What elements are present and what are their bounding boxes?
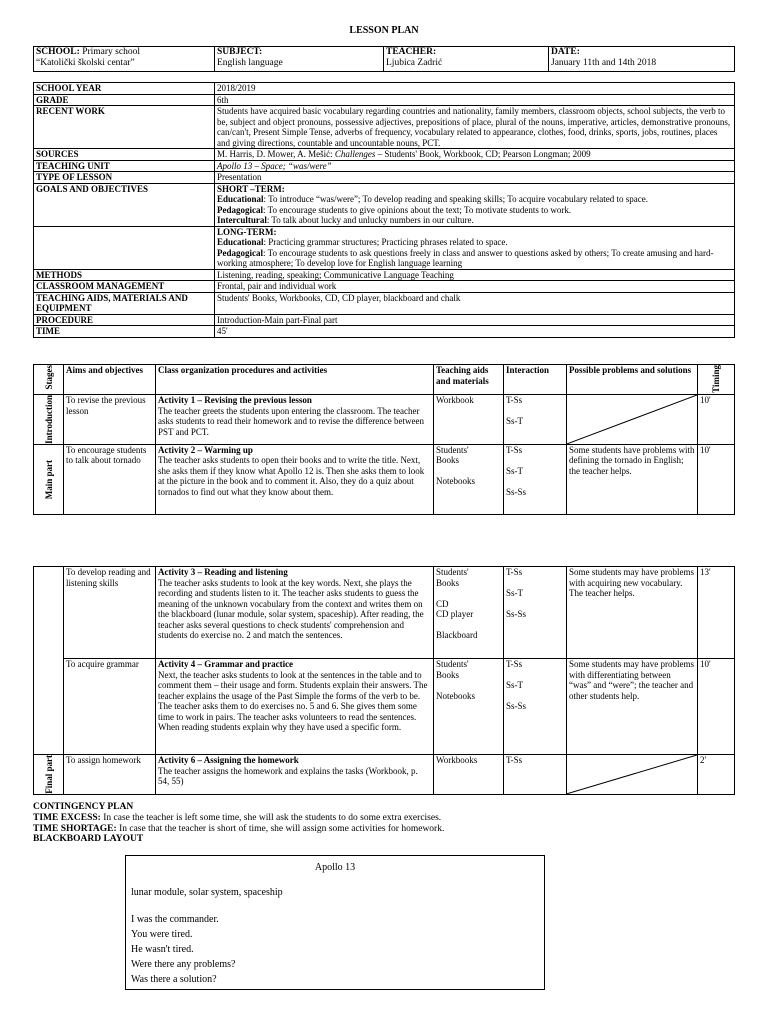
teacher-value: Ljubica Zadrić bbox=[386, 57, 443, 68]
stage-intro: Introduction bbox=[43, 395, 54, 444]
activity-aids bbox=[434, 444, 504, 514]
table-row bbox=[34, 659, 735, 755]
aids-item: Students' bbox=[436, 659, 469, 669]
blackboard-sentence: He wasn't tired. bbox=[131, 944, 194, 955]
short-term-goals bbox=[215, 183, 735, 226]
lt-educational bbox=[217, 237, 732, 248]
table-row bbox=[34, 444, 735, 514]
management-label: CLASSROOM MANAGEMENT bbox=[34, 281, 215, 293]
stages-header: Stages bbox=[43, 365, 54, 390]
activity-time: 13' bbox=[698, 567, 735, 659]
methods-label: METHODS bbox=[34, 269, 215, 281]
time-value: 45' bbox=[215, 326, 735, 338]
sources-value bbox=[215, 149, 735, 161]
aids-spacer bbox=[436, 588, 501, 599]
st-intercultural-text: : To talk about lucky and unlucky numbers in our culture. bbox=[266, 215, 474, 225]
interaction-item: Ss-Ss bbox=[506, 701, 527, 711]
school-value: Primary school bbox=[82, 47, 140, 57]
timing-header: Timing bbox=[711, 365, 721, 393]
problems-header: Possible problems and solutions bbox=[567, 365, 698, 395]
lt-pedagogical bbox=[217, 248, 732, 269]
recent-work-label: RECENT WORK bbox=[34, 106, 215, 149]
st-pedagogical-text: : To encourage students to give opinions about the text; To motivate students to work. bbox=[263, 204, 572, 215]
header-table bbox=[33, 46, 735, 72]
date-label: DATE: bbox=[551, 47, 580, 57]
table-row bbox=[34, 567, 735, 659]
stage-final: Final part bbox=[43, 755, 54, 794]
st-intercultural bbox=[217, 215, 732, 226]
activity-time: 10' bbox=[698, 444, 735, 514]
diagonal-line bbox=[567, 755, 697, 794]
time-shortage-label: TIME SHORTAGE: bbox=[33, 823, 117, 834]
table-row bbox=[34, 755, 735, 795]
activity-interaction: T-Ss bbox=[504, 755, 567, 795]
goals-label: GOALS AND OBJECTIVES bbox=[34, 183, 215, 226]
activity-aids: Workbooks bbox=[434, 755, 504, 795]
stages-header-cell bbox=[34, 365, 64, 395]
activity-interaction bbox=[504, 567, 567, 659]
blackboard-sentence: Was there a solution? bbox=[131, 974, 217, 985]
teaching-unit-label: TEACHING UNIT bbox=[34, 160, 215, 172]
time-label: TIME bbox=[34, 326, 215, 338]
activity-title: Activity 6 – Assigning the homework bbox=[158, 755, 299, 765]
activity-text: The teacher asks students to look at the key words. Next, she plays the recording and students listen to it. The teacher asks students to guess the meaning of the unknown vocabulary from the context and writes them on the blackboard (lunar module, solar system, spaceship). After reading, the teacher asks several questions to check students' comprehension and students do exercise no. 2 and match the sentences. bbox=[158, 577, 424, 640]
lesson-type-label: TYPE OF LESSON bbox=[34, 172, 215, 184]
activity-text: The teacher assigns the homework and explains the tasks (Workbook, p. 54, 55) bbox=[158, 765, 418, 786]
long-term-goals bbox=[215, 226, 735, 269]
interaction-spacer bbox=[506, 691, 564, 702]
school-name: “Katolički školski centar” bbox=[36, 57, 135, 68]
aids-item: Students' bbox=[436, 567, 469, 577]
stage-final-cell bbox=[34, 755, 64, 795]
st-educational bbox=[217, 194, 732, 205]
recent-work-value: Students have acquired basic vocabulary regarding countries and nationality, family members, classroom objects, school subjects, the verb to be, subject and object pronouns, possessive adjectives, prepositions of place, plural of the nouns, imperative, articles, demonstrative pronouns, can/can't, Present Simple Tense, adverbs of frequency, vocabulary related to appearance, clothes, food, drinks, sports, jobs, routines, places and giving directions, countable and uncountable nouns, PCT. bbox=[215, 106, 735, 149]
goals-blank bbox=[34, 226, 215, 269]
aids-item: CD bbox=[436, 598, 449, 609]
grade-label: GRADE bbox=[34, 94, 215, 106]
aids-header: Teaching aids and materials bbox=[434, 365, 504, 395]
lesson-type-value: Presentation bbox=[215, 172, 735, 184]
aids-item: CD player bbox=[436, 609, 474, 619]
lt-pedagogical-label: Pedagogical bbox=[217, 247, 263, 258]
blackboard-sentence: Were there any problems? bbox=[131, 959, 236, 970]
activity-title: Activity 3 – Reading and listening bbox=[158, 567, 288, 577]
lt-educational-label: Educational bbox=[217, 237, 264, 247]
activity-problems: Some students may have problems with differentiating between “was” and “were”; the teacher and other students help. bbox=[567, 659, 698, 755]
interaction-item: Ss-Ss bbox=[506, 609, 527, 619]
activity-time: 10' bbox=[698, 659, 735, 755]
school-year-value: 2018/2019 bbox=[215, 83, 735, 95]
interaction-item: T-Ss bbox=[506, 444, 523, 455]
sources-authors: M. Harris, D. Mower, A. Mešić: bbox=[217, 149, 335, 159]
interaction-spacer bbox=[506, 476, 564, 487]
sources-rest: – Students' Book, Workbook, CD; Pearson Longman; 2009 bbox=[375, 149, 591, 159]
time-excess-text: In case the teacher is left some time, she will ask the students to do some extra exercises. bbox=[100, 812, 442, 823]
interaction-item: Ss-T bbox=[506, 416, 524, 426]
blackboard-vocab: lunar module, solar system, spaceship bbox=[131, 887, 283, 898]
school-label: SCHOOL: bbox=[36, 47, 80, 57]
activity-description bbox=[156, 755, 434, 795]
aids-value: Students' Books, Workbooks, CD, CD player, blackboard and chalk bbox=[215, 292, 735, 314]
time-excess-label: TIME EXCESS: bbox=[33, 812, 101, 823]
procedures-header: Class organization procedures and activities bbox=[156, 365, 434, 395]
lt-educational-text: : Practicing grammar structures; Practicing phrases related to space. bbox=[263, 237, 508, 247]
activity-text: The teacher asks students to open their books and to write the title. Next, she asks them if they know what Apollo 12 is. Then she asks them to look at the picture in the book and to comment it. Also, they do a quiz about tornados to find out what they know about them. bbox=[158, 455, 425, 497]
aids-item: Students' bbox=[436, 444, 469, 455]
activity-problems: Some students have problems with defining the tornado in English; the teacher helps. bbox=[567, 444, 698, 514]
interaction-spacer bbox=[506, 455, 564, 466]
activity-problems: Some students may have problems with acquiring new vocabulary. The teacher helps. bbox=[567, 567, 698, 659]
interaction-item: T-Ss bbox=[506, 659, 523, 669]
stage-intro-cell bbox=[34, 395, 64, 445]
interaction-spacer bbox=[506, 406, 564, 417]
subject-value: English language bbox=[217, 57, 283, 68]
date-cell bbox=[549, 47, 735, 72]
interaction-item: Ss-T bbox=[506, 588, 524, 598]
activity-description bbox=[156, 659, 434, 755]
aids-item: Books bbox=[436, 669, 460, 680]
blackboard-title: Apollo 13 bbox=[314, 862, 356, 873]
activity-aids: Workbook bbox=[434, 395, 504, 445]
interaction-spacer bbox=[506, 599, 564, 610]
aids-item: Books bbox=[436, 577, 460, 588]
aids-label: TEACHING AIDS, MATERIALS AND EQUIPMENT bbox=[34, 292, 215, 314]
activity-description bbox=[156, 567, 434, 659]
methods-value: Listening, reading, speaking; Communicative Language Teaching bbox=[215, 269, 735, 281]
management-value: Frontal, pair and individual work bbox=[215, 281, 735, 293]
interaction-spacer bbox=[506, 578, 564, 589]
contingency-heading: CONTINGENCY PLAN bbox=[33, 802, 134, 812]
blackboard-sentence: I was the commander. bbox=[131, 914, 219, 925]
aims-header: Aims and objectives bbox=[64, 365, 156, 395]
grade-value: 6th bbox=[215, 94, 735, 106]
teacher-label: TEACHER: bbox=[386, 47, 437, 57]
subject-label: SUBJECT: bbox=[217, 47, 263, 57]
st-pedagogical-label: Pedagogical bbox=[217, 204, 263, 215]
activity-text: The teacher greets the students upon entering the classroom. The teacher asks students to read their homework and to revise the difference between PST and PCT. bbox=[158, 405, 424, 437]
aids-item: Notebooks bbox=[436, 690, 475, 701]
interaction-spacer bbox=[506, 670, 564, 681]
procedure-value: Introduction-Main part-Final part bbox=[215, 314, 735, 326]
interaction-item: Ss-T bbox=[506, 465, 524, 476]
lt-pedagogical-text: : To encourage students to ask questions freely in class and answer to questions asked by others; To create amusing and hard-working atmosphere; To develop love for English language learning bbox=[217, 247, 714, 268]
blackboard-layout bbox=[125, 855, 545, 990]
short-term-heading: SHORT –TERM: bbox=[217, 183, 285, 194]
activity-interaction bbox=[504, 444, 567, 514]
activity-problems-empty bbox=[567, 755, 698, 795]
subject-cell bbox=[215, 47, 384, 72]
aids-spacer bbox=[436, 620, 501, 631]
activity-aids bbox=[434, 567, 504, 659]
interaction-item: T-Ss bbox=[506, 567, 523, 577]
time-shortage bbox=[33, 824, 753, 835]
activity-time: 2' bbox=[698, 755, 735, 795]
school-year-label: SCHOOL YEAR bbox=[34, 83, 215, 95]
activity-title: Activity 1 – Revising the previous lesson bbox=[158, 395, 312, 405]
teacher-cell bbox=[384, 47, 549, 72]
contingency-plan bbox=[33, 802, 753, 845]
activity-description bbox=[156, 395, 434, 445]
diagonal-line bbox=[567, 395, 697, 444]
interaction-item: Ss-T bbox=[506, 680, 524, 690]
st-educational-text: : To introduce “was/were”; To develop reading and speaking skills; To acquire vocabulary related to space. bbox=[263, 194, 648, 204]
activity-aim: To assign homework bbox=[64, 755, 156, 795]
activity-title: Activity 4 – Grammar and practice bbox=[158, 659, 294, 669]
sources-label: SOURCES bbox=[34, 149, 215, 161]
activity-text: Next, the teacher asks students to look at the sentences in the table and to comment them – their usage and form. Students explain their answers. The teacher explains the usage of the Past Simple the forms of the verb to be. The teacher asks them to do exercises no. 5 and 6. She gives them some time to work in pairs. The teacher asks volunteers to read the sentences. When reading students explain why they have used a specific form. bbox=[158, 669, 428, 732]
interaction-header: Interaction bbox=[504, 365, 567, 395]
aids-item: Notebooks bbox=[436, 476, 475, 487]
timing-header-cell bbox=[698, 365, 735, 395]
activity-description bbox=[156, 444, 434, 514]
activity-aim: To encourage students to talk about tornado bbox=[64, 444, 156, 514]
document-title: LESSON PLAN bbox=[349, 25, 419, 36]
activity-aim: To revise the previous lesson bbox=[64, 395, 156, 445]
activity-interaction bbox=[504, 395, 567, 445]
activity-title: Activity 2 – Warming up bbox=[158, 444, 253, 455]
activity-aids bbox=[434, 659, 504, 755]
teaching-unit-value: Apollo 13 – Space; “was/were” bbox=[215, 160, 735, 172]
stage-main-continued bbox=[34, 567, 64, 755]
stage-main: Main part bbox=[43, 459, 54, 499]
sources-book: Challenges bbox=[334, 149, 376, 159]
aids-spacer bbox=[436, 466, 501, 477]
time-excess bbox=[33, 813, 753, 824]
date-value: January 11th and 14th 2018 bbox=[551, 57, 657, 68]
blackboard-sentence: You were tired. bbox=[131, 929, 193, 940]
activity-aim: To develop reading and listening skills bbox=[64, 567, 156, 659]
activity-interaction bbox=[504, 659, 567, 755]
procedure-label: PROCEDURE bbox=[34, 314, 215, 326]
aids-item: Books bbox=[436, 455, 460, 466]
plan-table-intro-main bbox=[33, 364, 735, 515]
school-cell bbox=[34, 47, 215, 72]
stage-main-cell bbox=[34, 444, 64, 514]
blackboard-heading: BLACKBOARD LAYOUT bbox=[33, 834, 144, 845]
activity-problems-empty bbox=[567, 395, 698, 445]
activity-time: 10' bbox=[698, 395, 735, 445]
st-intercultural-label: Intercultural bbox=[217, 215, 267, 225]
interaction-item: T-Ss bbox=[506, 395, 523, 405]
interaction-item: Ss-Ss bbox=[506, 486, 527, 497]
aids-spacer bbox=[436, 680, 501, 691]
time-shortage-text: In case that the teacher is short of time, she will assign some activities for homework. bbox=[116, 823, 445, 834]
table-row bbox=[34, 395, 735, 445]
st-pedagogical bbox=[217, 205, 732, 216]
info-table bbox=[33, 82, 735, 338]
long-term-heading: LONG-TERM: bbox=[217, 226, 277, 237]
activity-aim: To acquire grammar bbox=[64, 659, 156, 755]
aids-item: Blackboard bbox=[436, 630, 478, 640]
plan-table-main-final bbox=[33, 566, 735, 795]
st-educational-label: Educational bbox=[217, 194, 264, 204]
